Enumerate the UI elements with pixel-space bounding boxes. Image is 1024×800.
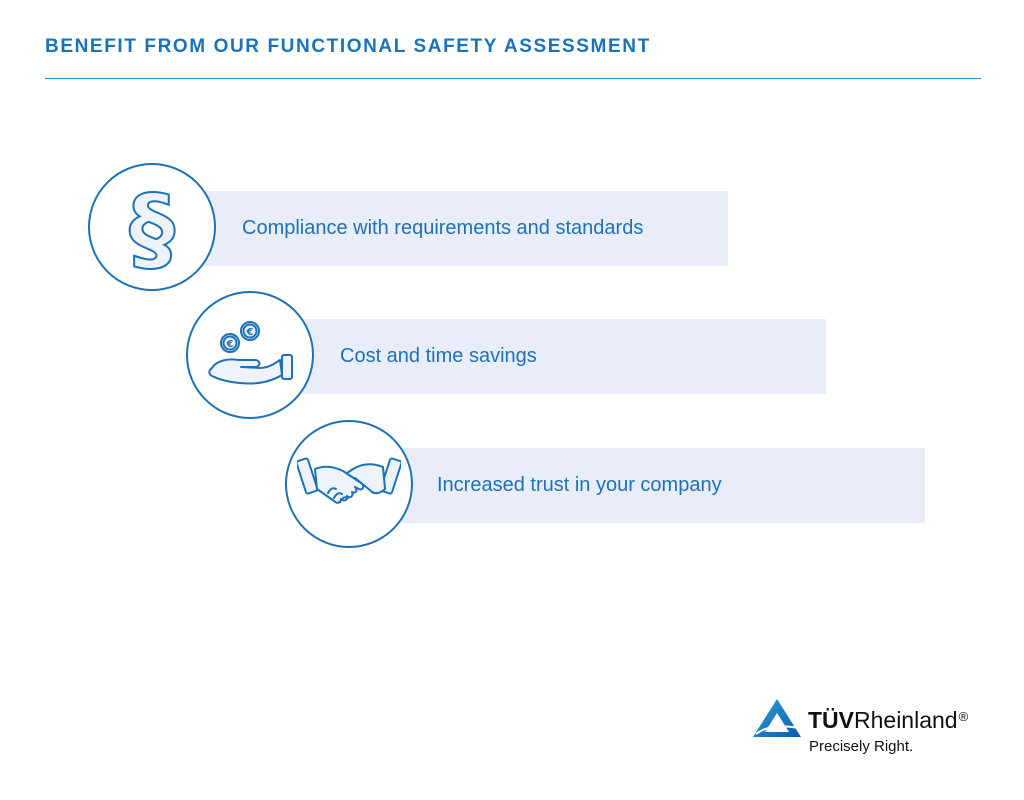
benefit-label: Compliance with requirements and standards xyxy=(242,217,644,239)
benefit-icon-circle xyxy=(186,291,314,419)
svg-text:§: § xyxy=(129,182,175,272)
hand-with-coins-icon xyxy=(200,315,300,395)
handshake-icon xyxy=(297,449,401,519)
logo-wordmark xyxy=(808,707,968,733)
benefit-icon-circle xyxy=(88,163,216,291)
logo-tagline: Precisely Right. xyxy=(809,738,914,755)
registered-mark: ® xyxy=(958,709,969,724)
benefit-item-compliance xyxy=(88,163,730,291)
benefit-item-savings xyxy=(186,291,828,419)
benefit-label: Cost and time savings xyxy=(340,345,537,367)
title-divider xyxy=(45,78,981,79)
svg-text:€: € xyxy=(246,327,254,338)
tuv-triangle-logo-icon xyxy=(752,698,802,738)
logo-name-regular: Rheinland xyxy=(854,707,958,733)
logo-name-bold: TÜV xyxy=(808,707,854,733)
page-title: BENEFIT FROM OUR FUNCTIONAL SAFETY ASSESSMENT xyxy=(45,36,651,57)
benefit-item-trust xyxy=(285,420,927,548)
section-sign-icon xyxy=(117,182,187,272)
svg-text:€: € xyxy=(226,339,234,350)
tuv-rheinland-logo xyxy=(752,698,992,762)
benefit-icon-circle xyxy=(285,420,413,548)
benefit-label: Increased trust in your company xyxy=(437,474,722,496)
